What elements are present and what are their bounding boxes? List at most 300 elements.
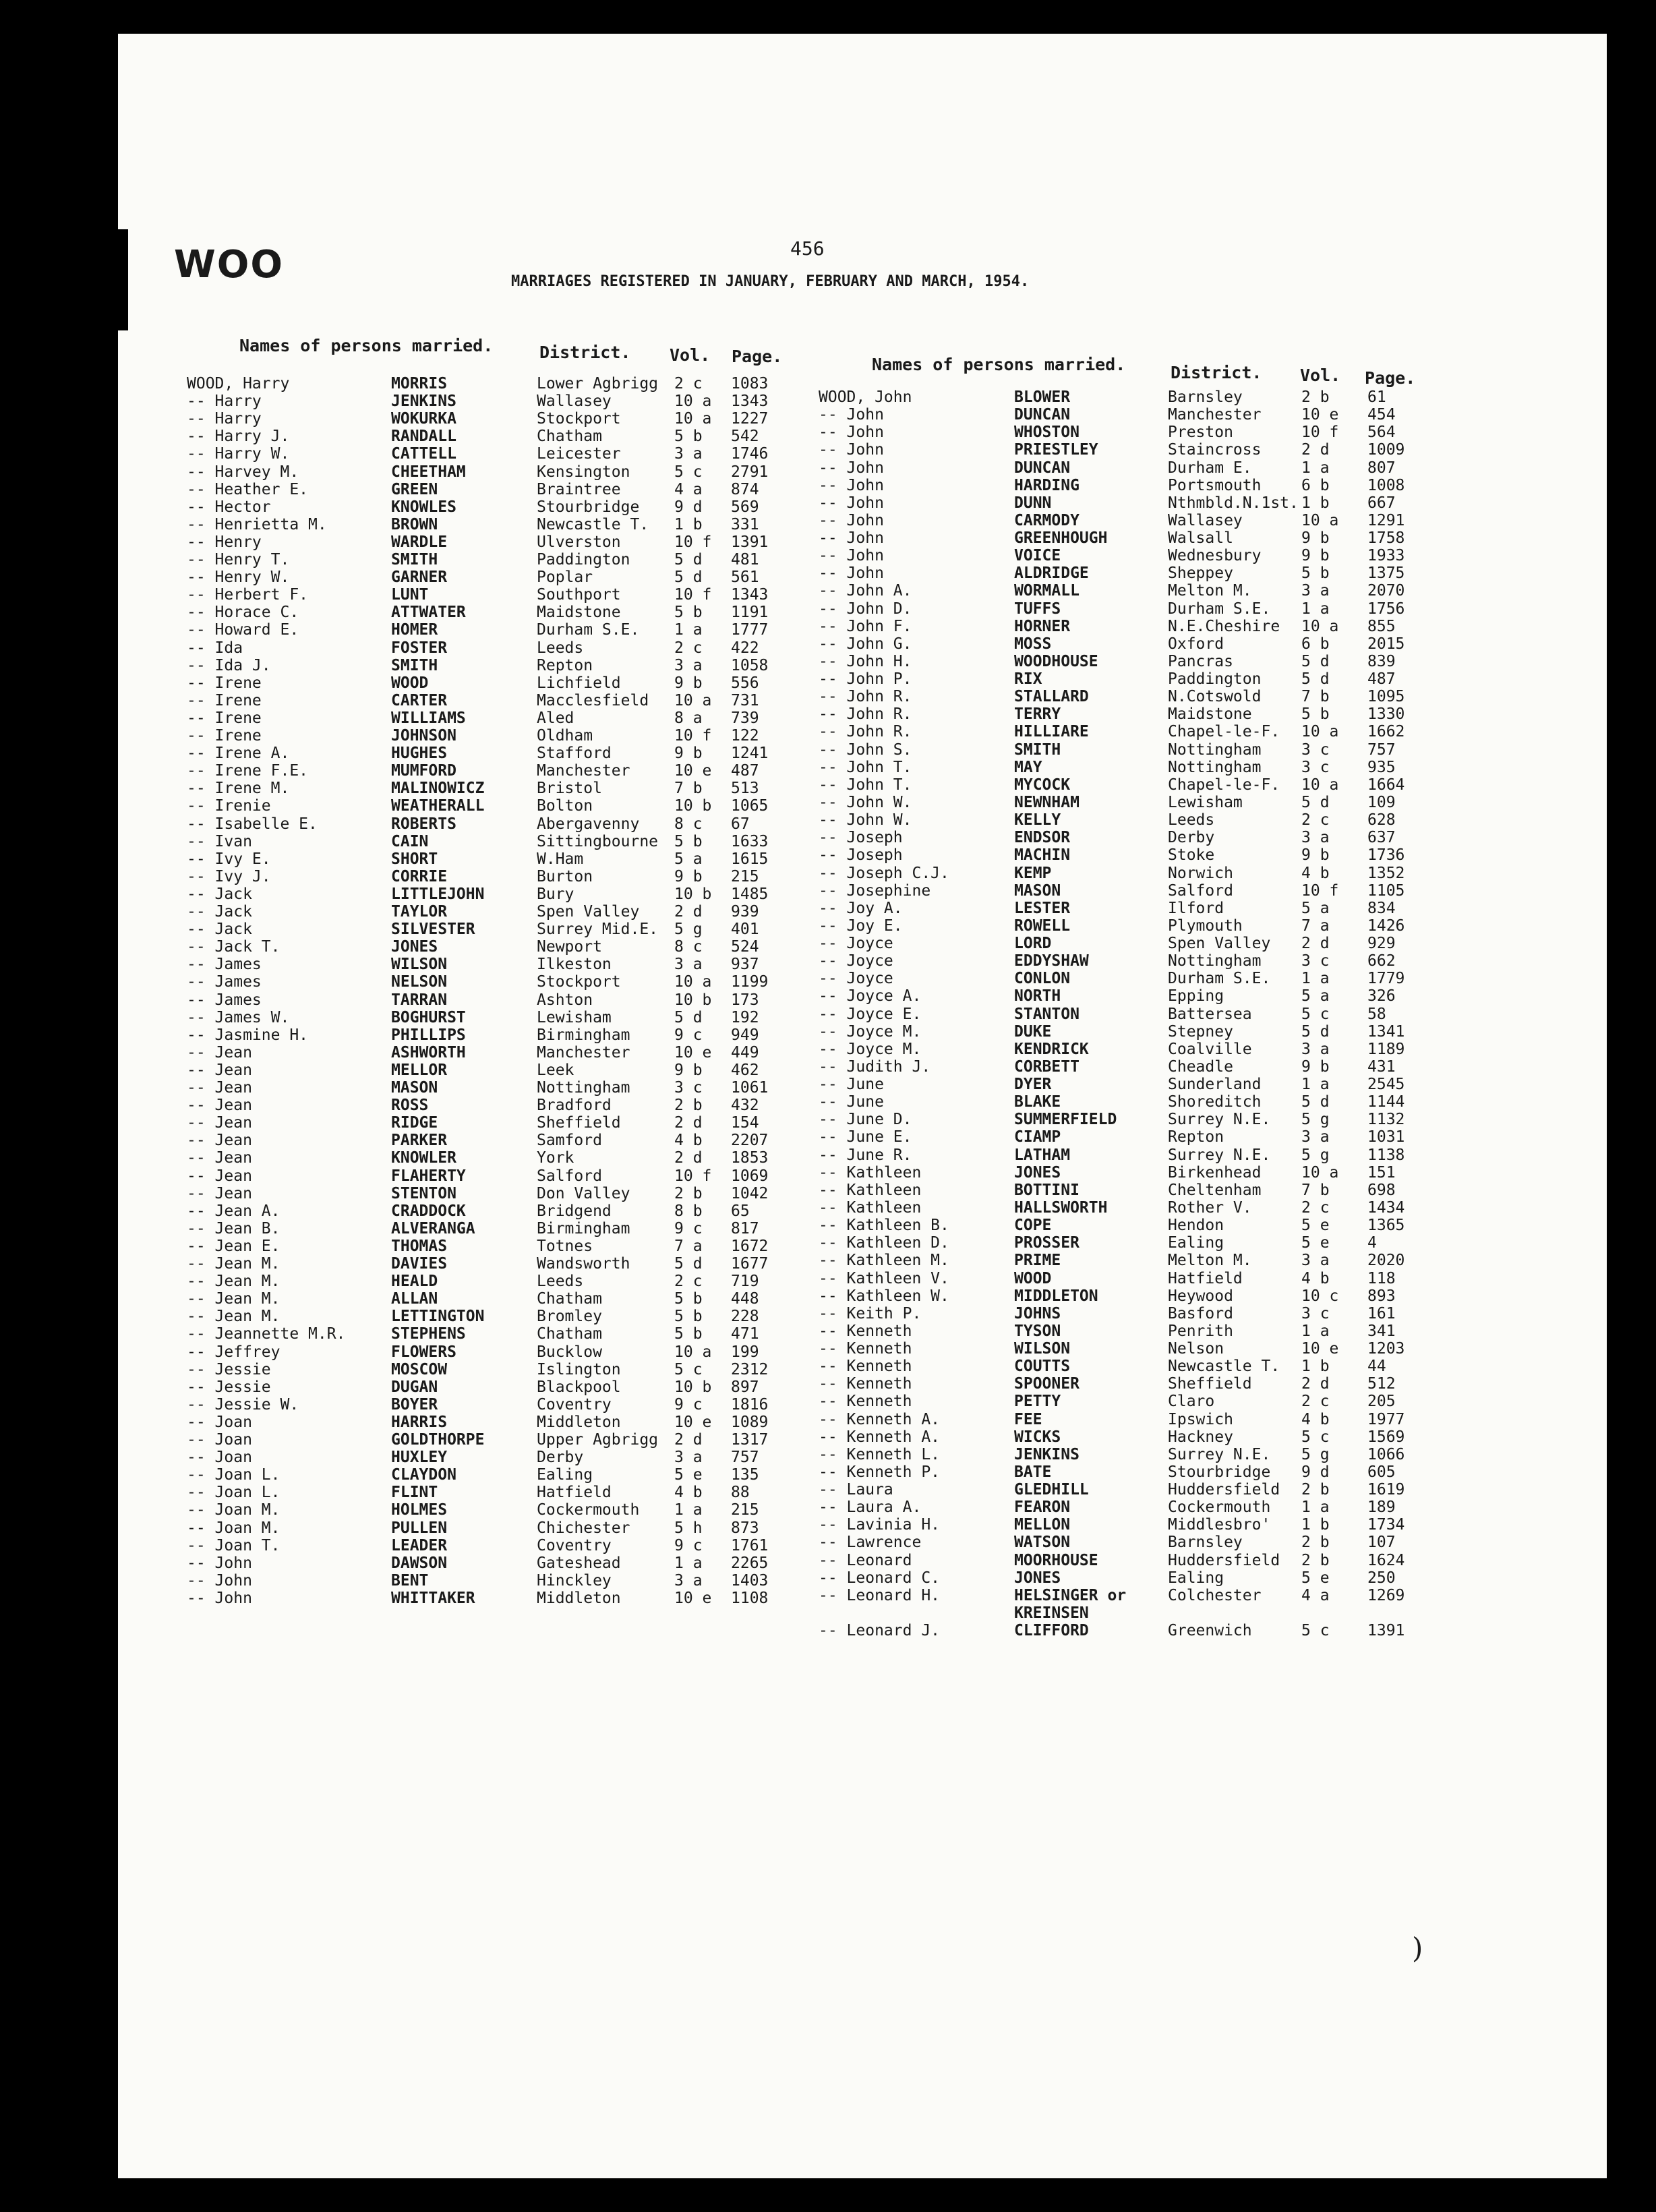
entry-page: 4 [1367,1234,1377,1252]
entry-surname: JOHNSON [391,727,456,745]
entry-vol: 10 a [1301,723,1339,741]
entry-district: Claro [1168,1393,1215,1411]
entry-page: 67 [731,815,750,833]
right-header-names: Names of persons married. [872,355,1126,374]
entry-vol: 1 a [1301,600,1330,618]
entry-vol: 10 a [674,691,712,709]
entry-vol: 10 a [1301,1163,1339,1182]
entry-surname: MUMFORD [391,762,456,780]
entry-given: -- June [819,1093,884,1111]
entry-given: -- Jean [187,1061,252,1079]
entry-page: 107 [1367,1534,1396,1552]
entry-district: Surrey N.E. [1168,1445,1271,1463]
entry-vol: 10 e [674,1413,712,1431]
entry-surname: PRIME [1014,1252,1061,1270]
entry-district: Bromley [537,1308,602,1326]
entry-given: -- Harvey M. [187,463,299,481]
entry-page: 432 [731,1097,759,1115]
entry-vol: 5 g [1301,1146,1330,1164]
entry-page: 341 [1367,1322,1396,1340]
entry-district: Wednesbury [1168,547,1262,565]
entry-given: -- Jean M. [187,1308,280,1326]
entry-page: 462 [731,1061,759,1079]
entry-district: Wallasey [537,392,612,411]
entry-page: 1756 [1367,600,1405,618]
entry-vol: 2 d [674,1431,703,1449]
entry-page: 929 [1367,935,1396,953]
entry-surname: GREENHOUGH [1014,529,1108,548]
entry-district: Ulverston [537,533,621,551]
entry-vol: 5 a [674,850,703,868]
entry-district: Don Valley [537,1184,630,1202]
entry-vol: 10 e [674,1043,712,1061]
entry-surname: HUGHES [391,745,448,763]
entry-given: -- James [187,973,262,991]
entry-vol: 10 f [674,533,712,551]
entry-surname: CAIN [391,832,429,850]
entry-surname: CATTELL [391,445,456,463]
entry-district: Durham S.E. [1168,970,1271,988]
entry-district: Nottingham [537,1079,630,1097]
entry-page: 471 [731,1325,759,1343]
entry-district: Heywood [1168,1287,1233,1305]
entry-page: 122 [731,727,759,745]
entry-surname: WILSON [391,956,448,974]
entry-district: Paddington [1168,670,1262,689]
entry-district: Ilkeston [537,956,612,974]
entry-surname: STENTON [391,1184,456,1202]
entry-district: Chapel-le-F. [1168,723,1280,741]
entry-page: 873 [731,1519,759,1537]
entry-district: Sheppey [1168,564,1233,583]
entry-surname: ALLAN [391,1290,438,1308]
entry-given: -- Horace C. [187,604,299,622]
entry-vol: 3 a [674,956,703,974]
entry-page: 817 [731,1219,759,1238]
entry-district: Maidstone [1168,705,1252,724]
entry-vol: 5 e [674,1466,703,1484]
entry-given: -- June D. [819,1111,912,1129]
entry-vol: 1 a [1301,1076,1330,1094]
entry-district: Stockport [537,410,621,428]
entry-given: -- Harry J. [187,428,290,446]
page-number: 456 [790,237,825,260]
entry-given: -- Irene [187,709,262,727]
entry-district: Manchester [537,1043,630,1061]
entry-vol: 8 a [674,709,703,727]
entry-given: -- Leonard H. [819,1586,941,1604]
entry-vol: 5 d [1301,1093,1330,1111]
entry-page: 1008 [1367,476,1405,494]
entry-district: Rother V. [1168,1198,1252,1217]
entry-page: 1108 [731,1589,769,1607]
entry-district: Melton M. [1168,582,1252,600]
entry-page: 151 [1367,1163,1396,1182]
entry-page: 1083 [731,375,769,392]
entry-given: -- John H. [819,652,912,670]
entry-district: Derby [537,1449,584,1467]
entry-surname: DUGAN [391,1378,438,1396]
entry-surname: BLOWER [1014,388,1071,406]
entry-surname: WHOSTON [1014,424,1080,442]
entry-district: Sittingbourne [537,832,659,850]
entry-surname: TAYLOR [391,903,448,921]
entry-vol: 2 d [674,1149,703,1167]
entry-surname: MACHIN [1014,846,1071,865]
entry-district: Cheltenham [1168,1181,1262,1199]
entry-surname: BATE [1014,1463,1052,1481]
entry-vol: 3 c [1301,740,1330,759]
entry-given: -- Jessie W. [187,1395,299,1414]
entry-district: Abergavenny [537,815,640,833]
entry-district: Chichester [537,1519,630,1537]
entry-page: 1777 [731,621,769,639]
entry-district: Coalville [1168,1040,1252,1058]
entry-page: 1403 [731,1571,769,1590]
entry-district: Spen Valley [1168,935,1271,953]
entry-vol: 10 f [1301,881,1339,900]
entry-given: -- Irene M. [187,780,290,798]
entry-surname: COPE [1014,1217,1052,1235]
entry-surname: PETTY [1014,1393,1061,1411]
entry-page: 1758 [1367,529,1405,548]
entry-vol: 4 b [1301,864,1330,882]
entry-district: Leek [537,1061,574,1079]
entry-surname: BLAKE [1014,1093,1061,1111]
entry-page: 512 [1367,1375,1396,1393]
entry-page: 154 [731,1114,759,1132]
entry-page: 1615 [731,850,769,868]
entry-surname: MAY [1014,758,1042,776]
entry-surname: FLINT [391,1484,438,1502]
entry-given: -- Joan [187,1431,252,1449]
entry-vol: 10 b [674,991,712,1009]
entry-given: -- Lawrence [819,1534,922,1552]
entry-page: 937 [731,956,759,974]
entry-page: 61 [1367,388,1386,406]
entry-given: -- Ivy J. [187,867,271,885]
entry-page: 1569 [1367,1428,1405,1446]
entry-surname: SMITH [391,656,438,674]
entry-surname: SILVESTER [391,921,475,939]
entry-given: -- Kathleen B. [819,1217,949,1235]
entry-given: -- Jack [187,903,252,921]
entry-vol: 2 c [674,639,703,657]
entry-district: Epping [1168,987,1224,1006]
entry-vol: 2 b [674,1184,703,1202]
entry-surname: HALLSWORTH [1014,1198,1108,1217]
entry-surname: CLIFFORD [1014,1622,1089,1640]
entry-surname: HILLIARE [1014,723,1089,741]
entry-given: -- Joyce [819,952,893,970]
entry-district: Surrey N.E. [1168,1111,1271,1129]
entry-district: Kensington [537,463,630,481]
entry-surname: WORMALL [1014,582,1080,600]
entry-vol: 5 c [674,463,703,481]
entry-page: 542 [731,428,759,446]
entry-surname: GOLDTHORPE [391,1431,485,1449]
entry-page: 326 [1367,987,1396,1006]
entry-district: Oxford [1168,635,1224,653]
entry-district: Middleton [537,1413,621,1431]
entry-vol: 10 a [1301,511,1339,529]
entry-district: Chatham [537,1325,602,1343]
entry-surname: JONES [1014,1569,1061,1587]
entry-page: 1736 [1367,846,1405,865]
entry-given: -- Judith J. [819,1057,931,1076]
entry-district: Stourbridge [537,498,640,516]
entry-vol: 5 g [1301,1445,1330,1463]
entry-page: 454 [1367,406,1396,424]
entry-surname: HUXLEY [391,1449,448,1467]
entry-page: 834 [1367,899,1396,917]
entry-given: -- John [187,1589,252,1607]
entry-vol: 1 a [1301,1322,1330,1340]
entry-surname: FLAHERTY [391,1167,466,1185]
entry-given: -- Irene A. [187,745,290,763]
entry-surname: PROSSER [1014,1234,1080,1252]
entry-district: Middlesbro' [1168,1516,1271,1534]
entry-given: -- Ivan [187,832,252,850]
entry-vol: 5 e [1301,1569,1330,1587]
entry-district: N.E.Cheshire [1168,617,1280,635]
entry-given: -- Kathleen [819,1163,922,1182]
entry-page: 757 [731,1449,759,1467]
entry-page: 719 [731,1273,759,1291]
entry-vol: 9 c [674,1219,703,1238]
entry-district: Wallasey [1168,511,1243,529]
entry-page: 1031 [1367,1128,1405,1146]
entry-page: 228 [731,1308,759,1326]
entry-district: Ipswich [1168,1410,1233,1428]
entry-given: -- Jean B. [187,1219,280,1238]
entry-vol: 2 c [1301,811,1330,830]
entry-surname: ENDSOR [1014,829,1071,847]
entry-given: -- Jean [187,1079,252,1097]
entry-surname: NORTH [1014,987,1061,1006]
entry-given: -- Joy E. [819,916,903,935]
entry-surname: JENKINS [1014,1445,1080,1463]
entry-district: Ashton [537,991,593,1009]
entry-page: 897 [731,1378,759,1396]
entry-vol: 1 a [674,1554,703,1572]
entry-vol: 2 c [674,1273,703,1291]
entry-surname: PULLEN [391,1519,448,1537]
entry-surname: KREINSEN [1014,1604,1089,1622]
entry-given: -- Joyce A. [819,987,922,1006]
entry-surname: STALLARD [1014,688,1089,706]
entry-vol: 4 b [674,1484,703,1502]
entry-page: 935 [1367,758,1396,776]
entry-surname: BROWN [391,515,438,533]
entry-district: Spen Valley [537,903,640,921]
entry-district: Cockermouth [537,1501,640,1519]
entry-surname: JONES [391,938,438,956]
entry-surname: DAWSON [391,1554,448,1572]
entry-page: 1624 [1367,1551,1405,1569]
entry-vol: 10 a [1301,776,1339,794]
entry-surname: ROSS [391,1097,429,1115]
entry-vol: 7 a [674,1237,703,1255]
entry-district: Huddersfield [1168,1551,1280,1569]
entry-surname: MASON [1014,881,1061,900]
entry-page: 401 [731,921,759,939]
entry-given: -- John G. [819,635,912,653]
entry-page: 807 [1367,459,1396,477]
entry-district: Salford [537,1167,602,1185]
entry-surname: CIAMP [1014,1128,1061,1146]
entry-surname: WATSON [1014,1534,1071,1552]
entry-given: -- Jean [187,1114,252,1132]
entry-page: 1132 [1367,1111,1405,1129]
entry-page: 1144 [1367,1093,1405,1111]
entry-vol: 8 c [674,938,703,956]
entry-district: Coventry [537,1536,612,1554]
entry-given: -- Irene F.E. [187,762,309,780]
entry-district: Newcastle T. [1168,1358,1280,1376]
entry-surname: PRIESTLEY [1014,441,1098,459]
entry-district: Chatham [537,428,602,446]
entry-district: Blackpool [537,1378,621,1396]
entry-surname: ROWELL [1014,916,1071,935]
entry-given: -- Jean [187,1184,252,1202]
entry-page: 1343 [731,392,769,411]
entry-vol: 2 d [1301,441,1330,459]
entry-given: -- Joan L. [187,1484,280,1502]
entry-surname: SMITH [1014,740,1061,759]
entry-district: Lewisham [1168,793,1243,811]
entry-district: Ealing [537,1466,593,1484]
entry-vol: 5 e [1301,1217,1330,1235]
entry-given: -- Kenneth A. [819,1428,941,1446]
entry-surname: RANDALL [391,428,456,446]
entry-vol: 5 h [674,1519,703,1537]
entry-district: Staincross [1168,441,1262,459]
entry-vol: 2 b [1301,1551,1330,1569]
entry-given: -- John [819,459,884,477]
entry-surname: PHILLIPS [391,1026,466,1044]
entry-district: Stoke [1168,846,1215,865]
entry-district: Ilford [1168,899,1224,917]
entry-vol: 9 b [1301,529,1330,548]
entry-given: -- June R. [819,1146,912,1164]
entry-vol: 3 a [674,445,703,463]
entry-vol: 1 b [1301,1358,1330,1376]
entry-surname: MOSS [1014,635,1052,653]
entry-given: -- Kathleen V. [819,1269,949,1287]
entry-given: -- Jack T. [187,938,280,956]
entry-vol: 5 b [674,832,703,850]
entry-page: 215 [731,1501,759,1519]
entry-vol: 5 b [674,604,703,622]
entry-page: 739 [731,709,759,727]
entry-surname: MELLON [1014,1516,1071,1534]
entry-page: 569 [731,498,759,516]
entry-vol: 10 c [1301,1287,1339,1305]
entry-surname: FOSTER [391,639,448,657]
entry-page: 58 [1367,1005,1386,1023]
entry-page: 1089 [731,1413,769,1431]
entry-surname: CORBETT [1014,1057,1080,1076]
entry-page: 1291 [1367,511,1405,529]
entry-given: -- Henrietta M. [187,515,327,533]
entry-page: 1241 [731,745,769,763]
entry-vol: 5 d [674,569,703,587]
entry-surname: JONES [1014,1163,1061,1182]
entry-district: W.Ham [537,850,584,868]
entry-vol: 2 c [1301,1393,1330,1411]
entry-given: -- Ida J. [187,656,271,674]
entry-given: -- John [819,564,884,583]
entry-surname: GARNER [391,569,448,587]
entry-district: Oldham [537,727,593,745]
entry-given: -- Kathleen M. [819,1252,949,1270]
entry-surname: DUNN [1014,494,1052,512]
entry-surname: WOOD [1014,1269,1052,1287]
entry-page: 88 [731,1484,750,1502]
entry-page: 1352 [1367,864,1405,882]
entry-page: 1066 [1367,1445,1405,1463]
entry-surname: WOOD [391,674,429,692]
entry-surname: WARDLE [391,533,448,551]
entry-page: 481 [731,551,759,569]
entry-district: Stafford [537,745,612,763]
entry-vol: 9 b [1301,1057,1330,1076]
entry-district: Durham S.E. [1168,600,1271,618]
entry-surname: LUNT [391,586,429,604]
entry-given: -- John R. [819,688,912,706]
entry-given: -- John [819,494,884,512]
entry-given: -- Kathleen W. [819,1287,949,1305]
entry-vol: 5 g [674,921,703,939]
entry-district: Sunderland [1168,1076,1262,1094]
entry-vol: 10 b [674,1378,712,1396]
entry-surname: JOHNS [1014,1304,1061,1322]
entry-given: -- Kathleen [819,1198,922,1217]
entry-given: -- John W. [819,811,912,830]
entry-district: Preston [1168,424,1233,442]
entry-vol: 10 f [674,586,712,604]
entry-surname: SMITH [391,551,438,569]
entry-vol: 5 b [1301,705,1330,724]
entry-surname: STANTON [1014,1005,1080,1023]
entry-page: 250 [1367,1569,1396,1587]
entry-given: -- Joan T. [187,1536,280,1554]
entry-surname: HEALD [391,1273,438,1291]
entry-district: Bradford [537,1097,612,1115]
entry-surname: TARRAN [391,991,448,1009]
entry-page: 2312 [731,1360,769,1378]
scan-edge-mark [118,229,128,330]
entry-surname: TUFFS [1014,600,1061,618]
entry-surname: STEPHENS [391,1325,466,1343]
entry-district: Leicester [537,445,621,463]
entry-vol: 3 c [674,1079,703,1097]
entry-given: -- James [187,991,262,1009]
entry-page: 1734 [1367,1516,1405,1534]
entry-district: Repton [1168,1128,1224,1146]
entry-page: 487 [731,762,759,780]
entry-page: 1042 [731,1184,769,1202]
entry-given: -- Joseph [819,829,903,847]
entry-page: 855 [1367,617,1396,635]
entry-given: -- Jean A. [187,1202,280,1220]
entry-vol: 1 a [674,1501,703,1519]
entry-district: Burton [537,867,593,885]
entry-vol: 5 e [1301,1234,1330,1252]
entry-surname: HARRIS [391,1413,448,1431]
entry-vol: 2 b [674,1097,703,1115]
